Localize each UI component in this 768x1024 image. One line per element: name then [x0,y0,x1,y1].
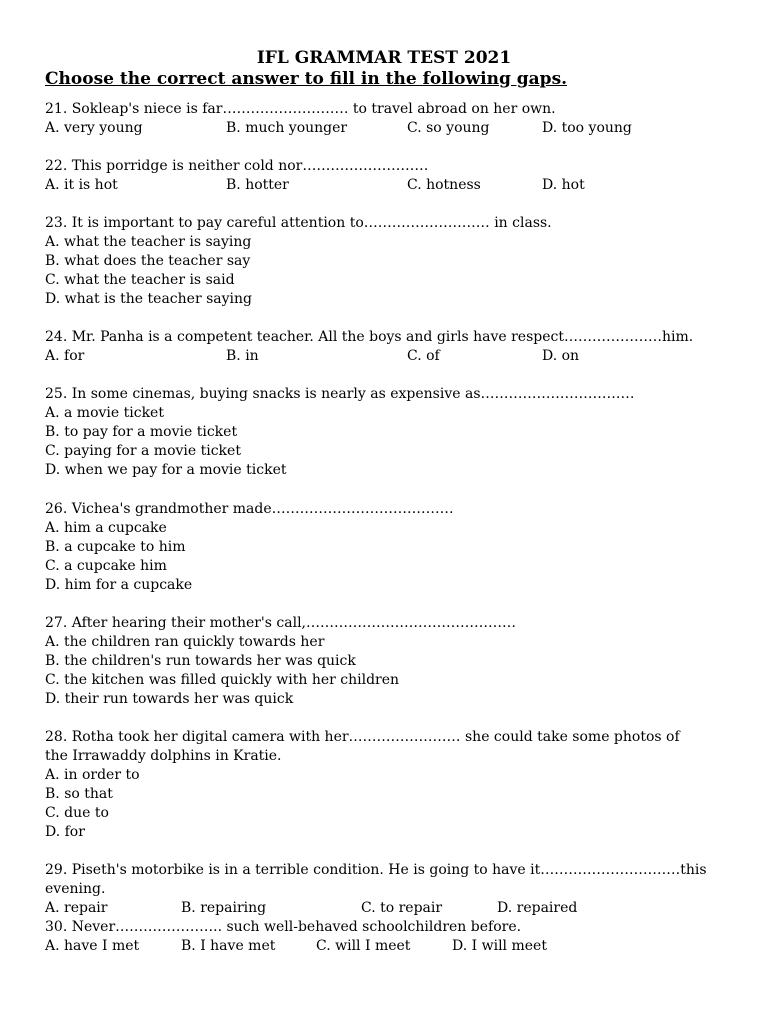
option-b: B. the children's run towards her was quick [45,653,356,669]
option-b: B. to pay for a movie ticket [45,424,238,440]
question-stem: 29. Piseth's motorbike is in a terrible condition. He is going to have it…………………………this evening. [45,862,707,897]
question-25 [45,385,745,480]
option-c: C. so young [407,120,490,136]
option-a: A. what the teacher is saying [45,234,252,250]
option-d: D. too young [542,120,632,136]
option-b: B. hotter [226,177,289,193]
option-d: D. on [542,348,580,364]
option-b: B. much younger [226,120,348,136]
options-row [45,119,745,138]
option-d: D. I will meet [452,938,547,954]
option-c: C. what the teacher is said [45,272,235,288]
option-d: D. him for a cupcake [45,577,193,593]
question-stem: 23. It is important to pay careful attention to……………………… in class. [45,215,552,231]
options-row [45,347,745,366]
question-stem: 22. This porridge is neither cold nor……………………… [45,158,429,174]
option-c: C. a cupcake him [45,558,167,574]
option-a: A. have I met [45,938,140,954]
option-a: A. for [45,348,85,364]
option-a: A. him a cupcake [45,520,167,536]
option-c: C. hotness [407,177,481,193]
question-stem: 21. Sokleap's niece is far……………………… to travel abroad on her own. [45,101,556,117]
option-c: C. to repair [361,900,443,916]
option-c: C. paying for a movie ticket [45,443,241,459]
test-title: IFL GRAMMAR TEST 2021 [256,48,512,68]
option-b: B. so that [45,786,113,802]
option-b: B. I have met [181,938,276,954]
option-a: A. a movie ticket [45,405,164,421]
question-27 [45,614,745,709]
question-30 [45,918,745,956]
question-stem: 30. Never………………….. such well-behaved schoolchildren before. [45,919,522,935]
option-c: C. due to [45,805,109,821]
option-d: D. hot [542,177,585,193]
option-b: B. what does the teacher say [45,253,251,269]
question-stem: 28. Rotha took her digital camera with her…………………… she could take some photos of the Irrawaddy dolphins in Kratie. [45,729,680,764]
option-a: A. repair [45,900,108,916]
question-26 [45,500,745,595]
option-c: C. will I meet [316,938,411,954]
option-b: B. repairing [181,900,267,916]
option-d: D. repaired [497,900,578,916]
question-21 [45,100,745,138]
option-d: D. what is the teacher saying [45,291,252,307]
option-a: A. it is hot [45,177,118,193]
option-d: D. their run towards her was quick [45,691,294,707]
options-row [45,899,760,918]
question-24 [45,328,745,366]
question-stem: 27. After hearing their mother's call,……………………………………… [45,615,517,631]
question-23 [45,214,745,309]
question-28 [45,728,685,842]
options-row [45,937,745,956]
option-c: C. of [407,348,440,364]
options-row [45,176,745,195]
question-22 [45,157,745,195]
instructions: Choose the correct answer to fill in the following gaps. [45,69,568,89]
option-d: D. for [45,824,85,840]
option-a: A. very young [45,120,143,136]
question-stem: 24. Mr. Panha is a competent teacher. All the boys and girls have respect…………………him. [45,329,694,345]
option-b: B. in [226,348,259,364]
option-b: B. a cupcake to him [45,539,186,555]
question-stem: 25. In some cinemas, buying snacks is nearly as expensive as…………………………… [45,386,635,402]
option-a: A. in order to [45,767,140,783]
option-c: C. the kitchen was filled quickly with her children [45,672,400,688]
option-d: D. when we pay for a movie ticket [45,462,287,478]
question-stem: 26. Vichea's grandmother made………………………………… [45,501,454,517]
option-a: A. the children ran quickly towards her [45,634,325,650]
question-29 [45,861,760,918]
